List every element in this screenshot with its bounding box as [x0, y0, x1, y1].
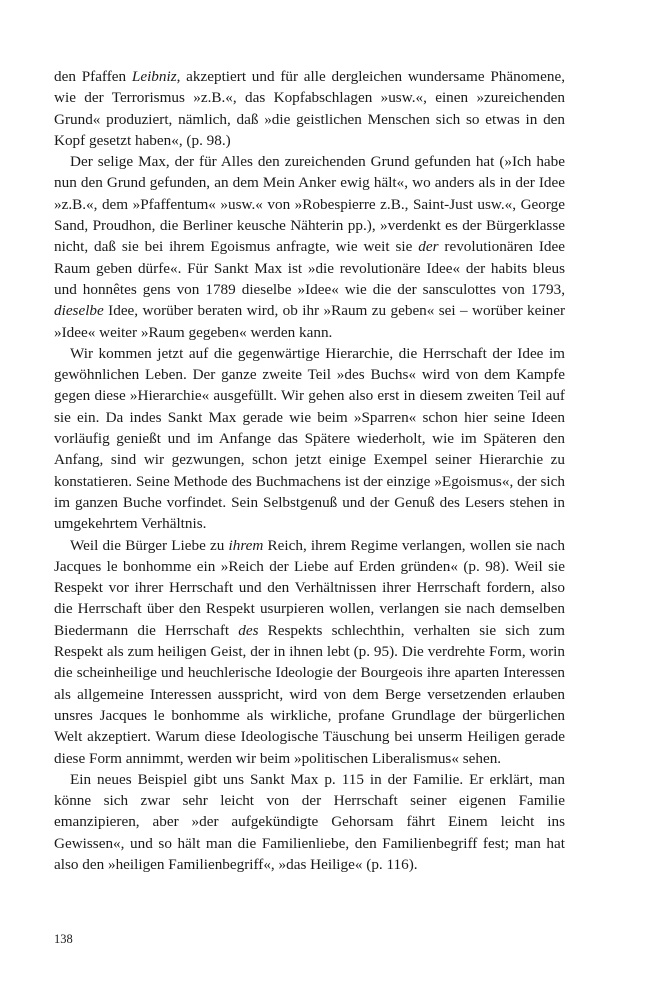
- paragraph: [54, 343, 565, 535]
- emphasis-text: Leibniz: [131, 68, 177, 85]
- text-run: Ein neues Beispiel gibt uns Sankt Max p. 115 in der Familie. Er erklärt, man könne sich zwar sehr leicht von der Herrschaft seiner eigenen Familie emanzipieren, aber »der aufgekündigte Gehorsam fährt Einem leicht ins Gewissen«, und so hält man die Familienliebe, den Familienbegriff fest; man hat also den »heiligen Familienbegriff«, »das Heilige« (p. 116).: [54, 770, 565, 873]
- paragraph: [54, 66, 565, 151]
- paragraph: [54, 535, 565, 769]
- text-run: , akzeptiert und für alle dergleichen wundersame Phänomene, wie der Terrorismus »z.B.«, das Kopfabschlagen »usw.«, einen »zureichenden Grund« produziert, nämlich, daß »die geistlichen Menschen sich so etwas in den Kopf gesetzt haben«, (p. 98.): [54, 68, 565, 149]
- emphasis-text: ihrem: [228, 536, 264, 554]
- paragraph: [54, 769, 565, 875]
- emphasis-text: dieselbe: [54, 302, 104, 320]
- page-number: 138: [54, 932, 73, 946]
- text-run: Reich, ihrem Regime verlangen, wollen sie nach Jacques le bonhomme ein »Reich der Liebe auf Erden gründen« (p. 98). Weil sie Respekt vor ihrer Herrschaft und den Verhältnissen ihrer Herrschaft fordern, also die Herrschaft über den Respekt usurpieren wollen, verlangen sie nach demselben Biedermann die Herrschaft: [54, 536, 565, 639]
- paragraph: [54, 151, 565, 343]
- text-run: Respekts schlechthin, verhalten sie sich zum Respekt als zum heiligen Geist, der in ihnen lebt (p. 95). Die verdrehte Form, worin die scheinheilige und heuchlerische Ideologie der Bourgeois ihre aparten Interessen als allgemeine Interessen ausspricht, wird von dem Berge versetzenden erlauben unsres Jacques le bonhomme als wirkliche, profane Grundlage der bürgerlichen Welt akzeptiert. Warum diese Ideologische Täuschung bei unserm Heiligen gerade diese Form annimmt, werden wir beim »politischen Liberalismus« sehen.: [54, 621, 565, 767]
- text-run: Der selige Max, der für Alles den zureichenden Grund gefunden hat (»Ich habe nun den Grund gefunden, an dem Mein Anker ewig hält«, wo anders als in der Idee »z.B.«, dem »Pfaffentum« »usw.« von »Robespierre z.B., Saint-Just usw.«, George Sand, Proudhon, die Berliner keusche Nähterin pp.), »verdenkt es der Bürgerklasse nicht, daß sie bei ihrem Egoismus anfragte, wie weit sie: [54, 153, 565, 256]
- text-run: Idee, worüber beraten wird, ob ihr »Raum zu geben« sei – worüber keiner »Idee« weiter »Raum gegeben« werden kann.: [54, 302, 565, 341]
- emphasis-text: des: [238, 621, 259, 639]
- text-run: Wir kommen jetzt auf die gegenwärtige Hierarchie, die Herrschaft der Idee im gewöhnlichen Leben. Der ganze zweite Teil »des Buchs« wird von dem Kampfe gegen diese »Hierarchie« ausgefüllt. Wir gehen also erst in diesem zweiten Teil auf sie ein. Da indes Sankt Max gerade wie beim »Sparren« schon hier seine Ideen vorläufig genießt und im Anfange das Spätere wiederholt, wie im Späteren den Anfang, sind wir gezwungen, schon jetzt einige Exempel seiner Hierarchie zu konstatieren. Seine Methode des Buchmachens ist der einzige »Egoismus«, der sich im ganzen Buche vorfindet. Sein Selbstgenuß und der Genuß des Lesers stehen in umgekehrtem Verhältnis.: [54, 344, 565, 533]
- text-run: den Pfaffen: [54, 68, 132, 85]
- page-body: [54, 66, 565, 875]
- emphasis-text: der: [418, 238, 439, 256]
- text-run: Weil die Bürger Liebe zu: [70, 536, 229, 554]
- text-run: revolutionären Idee Raum geben dürfe«. Für Sankt Max ist »die revolutionäre Idee« der habits bleus und honnêtes gens von 1789 dieselbe »Idee« wie die der sansculottes von 1793,: [54, 238, 565, 298]
